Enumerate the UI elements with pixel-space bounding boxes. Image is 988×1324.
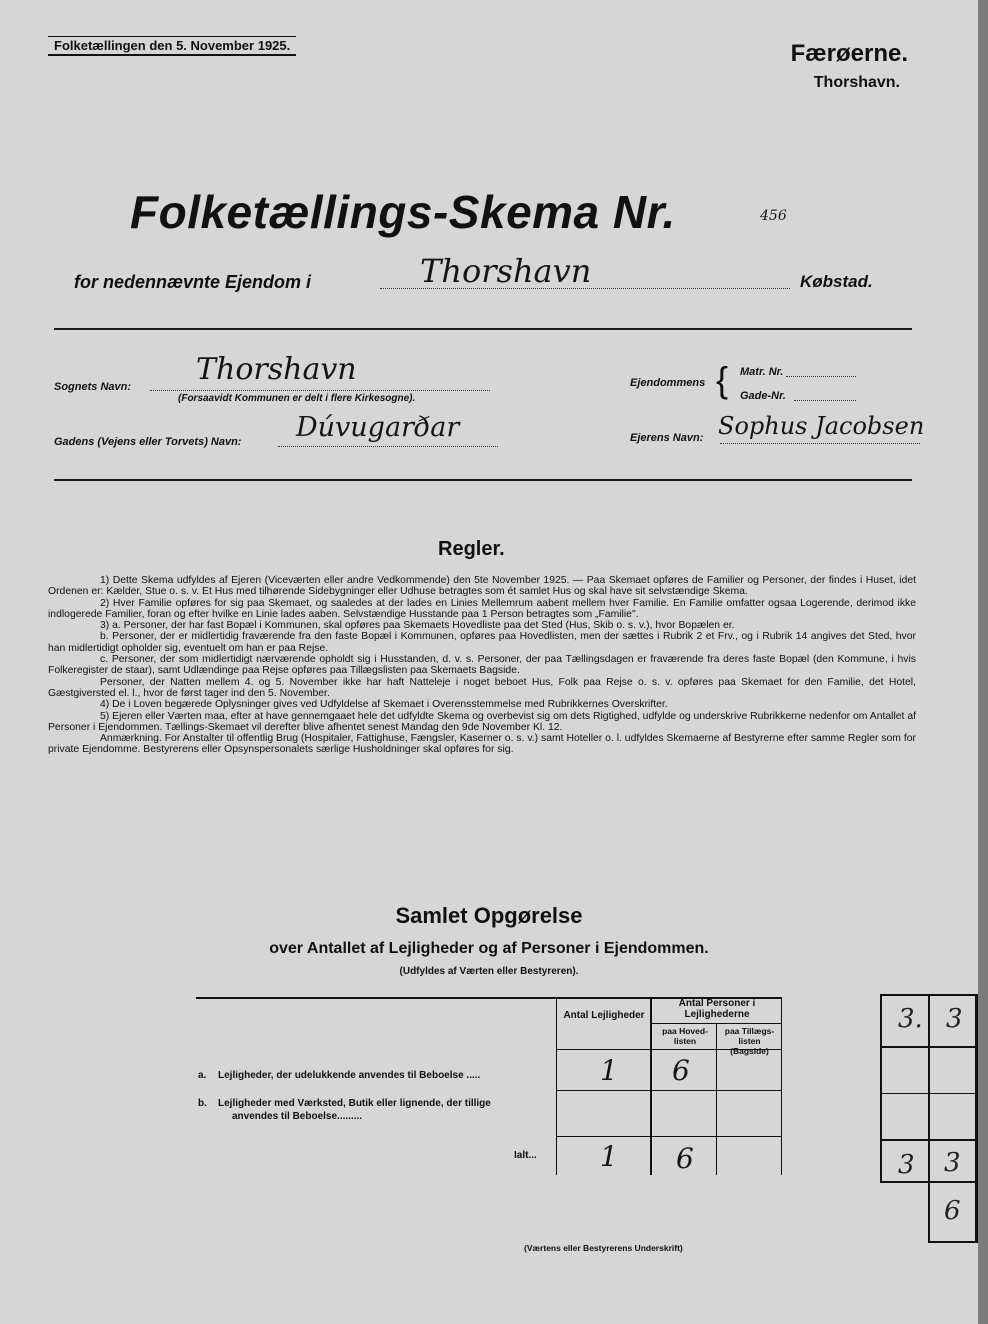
tally-hline [880, 1046, 978, 1048]
summary-note: (Udfyldes af Værten eller Bestyreren). [399, 966, 579, 977]
owner-label: Ejerens Navn: [630, 432, 704, 444]
gade-line [794, 400, 856, 401]
table-vline [556, 997, 557, 1175]
table-vline [716, 1024, 717, 1175]
tally-hline [880, 1139, 978, 1141]
tally-vline [880, 994, 882, 1182]
row-b-label-1: Lejligheder med Værksted, Butik eller lignende, der tillige [218, 1098, 491, 1109]
owner-handwritten: Sophus Jacobsen [718, 412, 925, 440]
tally-vline [975, 994, 978, 1242]
tally-bottom: 6 [944, 1196, 961, 1226]
col-persons-header: Antal Personer i Lejlighederne [678, 998, 756, 1020]
property-label: for nedennævnte Ejendom i [74, 272, 312, 292]
col-main-list-header: paa Hoved-listen [662, 1026, 708, 1046]
summary-subtitle: over Antallet af Lejligheder og af Personer i Ejendommen. [269, 940, 709, 957]
rule-paragraph: Anmærkning. For Anstalter til offentlig Brug (Hospitaler, Fattighuse, Fængsler, Kaserner o. s. v.) samt Hoteller o. l. udfyldes Skemaerne af Bestyrerne efter samme Regler som for private Ejendomme. Bestyrerens eller Opsynspersonalets særlige Husholdninger skal opføres for sig. [48, 733, 916, 756]
census-date-header: Folketællingen den 5. November 1925. [48, 36, 296, 56]
rule-paragraph: 5) Ejeren eller Værten maa, efter at have gennemgaaet hele det udfyldte Skema og overbevist sig om dets Rigtighed, udfylde og underskrive Rubrikkerne nedenfor om Antallet af Personer i Ejendommen. Tællings-Skemaet vil derefter blive afhentet senest Mandag den 9de November Kl. 12. [48, 710, 916, 733]
tally-hline [880, 1181, 978, 1183]
tally-mid-right: 3 [944, 1148, 961, 1178]
table-hline [556, 1090, 782, 1091]
property-ident-label: Ejendommens [630, 377, 706, 389]
property-brace: { [716, 359, 729, 400]
rule-paragraph: 1) Dette Skema udfyldes af Ejeren (Viceværten eller andre Vedkommende) den 5te November 1925. — Paa Skemaet opføres de Familier og Personer, der findes i Huset, idet Ordenen er: Kælder, Stue o. s. v. Et Hus med tilhørende Sidebygninger eller Udhuse betragtes som ét samlet Hus og skal have sit selvstændige Skema. [48, 575, 916, 598]
tally-hline [880, 1093, 978, 1094]
form-number-handwritten: 456 [760, 208, 787, 224]
table-hline [652, 1023, 782, 1024]
city-type: Købstad. [800, 272, 873, 291]
table-hline [556, 1136, 782, 1137]
divider-top [54, 328, 912, 330]
matr-label: Matr. Nr. [740, 366, 784, 378]
rule-paragraph: Personer, der Natten mellem 4. og 5. November ikke har haft Natteleje i noget beboet Hus, Folk paa Rejse o. s. v. opføres paa Skemaet for den Familie, det Hotel, Gæstgiversted el. l., hvor de først tager ind den 5. November. [48, 676, 916, 699]
rule-paragraph: 2) Hver Familie opføres for sig paa Skemaet, og saaledes at der lades en Linies Mellemrum aabent mellem hver Familie. En Familie omfatter ogsaa Logerende, derimod ikke indlogerede Familier, foran og efter hvilke en Linie lades aaben. Selvstændige Husstande paa 1 Person betragtes som „Familie". [48, 597, 916, 620]
rule-paragraph: c. Personer, der som midlertidigt nærværende opholdt sig i Husstanden, d. v. s. Personer, der paa Tællingsdagen er fraværende fra deres faste Bopæl (den Kommune, i hvis Folkeregister de staar), samt Udlændinge paa Rejse opføres paa Tillægslisten paa Skemaets Bagside. [48, 654, 916, 677]
parish-note: (Forsaavidt Kommunen er delt i flere Kirkesogne). [178, 393, 416, 404]
property-town-handwritten: Thorshavn [420, 252, 592, 290]
tally-hline [880, 994, 978, 996]
row-b-label-2: anvendes til Beboelse......... [232, 1111, 363, 1122]
tally-vline [928, 994, 930, 1242]
row-a-label: Lejligheder, der udelukkende anvendes til Beboelse ..... [218, 1070, 481, 1081]
row-total-label: Ialt... [514, 1150, 537, 1161]
rules-heading: Regler. [438, 538, 505, 560]
tally-mid-left: 3 [898, 1150, 915, 1180]
owner-line [720, 443, 920, 444]
rules-text [48, 575, 916, 756]
region-name: Færøerne. [790, 40, 908, 67]
col-supp-list-header: paa Tillægs-listen (Bagside) [724, 1026, 775, 1056]
row-a-prefix: a. [198, 1070, 207, 1081]
divider-bottom [54, 479, 912, 481]
matr-line [786, 376, 856, 377]
form-title: Folketællings-Skema Nr. [130, 186, 676, 238]
row-a-apartments-value: 1 [600, 1054, 618, 1087]
col-apartments-header: Antal Lejligheder [563, 1010, 645, 1021]
row-b-prefix: b. [198, 1098, 207, 1109]
parish-label: Sognets Navn: [54, 381, 132, 393]
parish-handwritten: Thorshavn [196, 352, 357, 387]
rule-paragraph: 4) De i Loven begærede Oplysninger gives ved Udfyldelse af Skemaet i Overensstemmelse med Rubrikkernes Overskrifter. [100, 699, 668, 711]
tally-top-left: 3. [898, 1004, 923, 1034]
rule-paragraph: b. Personer, der er midlertidig fraværende fra den faste Bopæl i Kommunen, opføres paa Hovedlisten, men der sættes i Rubrik 2 et Frv., og i Rubrik 14 angives det Sted, hvor han midlertidigt opholder sig, eventuelt om han er paa Rejse. [48, 631, 916, 654]
rule-paragraph: 3) a. Personer, der har fast Bopæl i Kommunen, skal opføres paa Skemaets Hovedliste paa det Sted (Hus, Skib o. s. v.), hvor Bopælen er. [100, 620, 735, 632]
street-handwritten: Dúvugarðar [296, 412, 460, 443]
signature-label: (Værtens eller Bestyrerens Underskrift) [524, 1243, 683, 1253]
total-apartments-value: 1 [600, 1140, 618, 1173]
tally-hline [928, 1241, 978, 1243]
parish-line [150, 390, 490, 391]
summary-title: Samlet Opgørelse [395, 903, 583, 928]
gade-label: Gade-Nr. [740, 390, 786, 402]
row-a-main-value: 6 [672, 1054, 690, 1087]
total-main-value: 6 [676, 1142, 694, 1175]
street-line [278, 446, 498, 447]
street-label: Gadens (Vejens eller Torvets) Navn: [54, 436, 242, 448]
tally-top-right: 3 [946, 1004, 963, 1034]
town-name: Thorshavn. [813, 74, 900, 91]
